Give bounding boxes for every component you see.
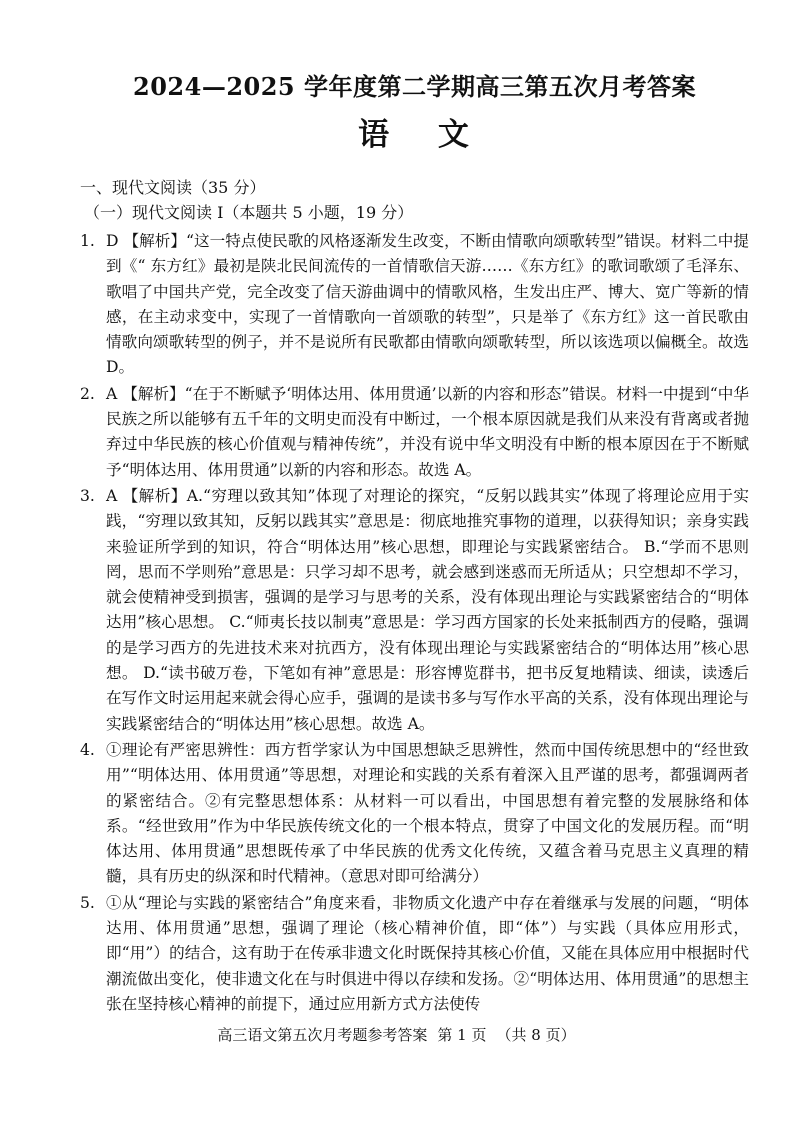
answer-number: 3.	[80, 486, 95, 505]
answer-text: ①从“理论与实践的紧密结合”角度来看，非物质文化遗产中存在着继承与发展的问题，“明体达用、体用贯通”思想，强调了理论（核心精神价值，即“体”）与实践（具体应用形式，即“用”）的结合，这有助于在传承非遗文化时既保持其核心价值，又能在具体应用中根据时代潮流做出变化，使非遗文化在与时俱进中得以存续和发扬。②“明体达用、体用贯通”的思想主张在坚持核心精神的前提下，通过应用新方式方法使传	[106, 893, 749, 1013]
answer-text: A 【解析】A.“穷理以致其知”体现了对理论的探究，“反躬以践其实”体现了将理论应用于实践，“穷理以致其知，反躬以践其实”意思是：彻底地推究事物的道理，以获得知识；亲身实践来验证所学到的知识，符合“明体达用”核心思想，即理论与实践紧密结合。 B.“学而不思则罔，思而不学则殆”意思是：只学习却不思考，就会感到迷惑而无所适从；只空想却不学习，就会使精神受到损害，强调的是学习与思考的关系，没有体现出理论与实践紧密结合的“明体达用”核心思想。 C.“师夷长技以制夷”意思是：学习西方国家的长处来抵制西方的侵略，强调的是学习西方的先进技术来对抗西方，没有体现出理论与实践紧密结合的“明体达用”核心思想。 D.“读书破万卷，下笔如有神”意思是：形容博览群书，把书反复地精读、细读，读透后在写作文时运用起来就会得心应手，强调的是读书多与写作水平高的关系，没有体现出理论与实践紧密结合的“明体达用”核心思想。故选 A。	[106, 486, 749, 733]
document-title: 2024—2025 学年度第二学期高三第五次月考答案	[133, 72, 696, 101]
subsection-heading: （一）现代文阅读 Ⅰ（本题共 5 小题，19 分）	[84, 202, 414, 222]
answer-item-3	[80, 484, 749, 737]
answer-number: 1.	[80, 231, 95, 250]
answer-item-1	[80, 229, 749, 381]
answer-number: 5.	[80, 893, 95, 912]
answer-item-5	[80, 891, 749, 1017]
section-heading: 一、现代文阅读（35 分）	[80, 177, 266, 197]
answer-number: 4.	[80, 740, 95, 759]
answer-text: ①理论有严密思辨性：西方哲学家认为中国思想缺乏思辨性，然而中国传统思想中的“经世致用”“明体达用、体用贯通”等思想，对理论和实践的关系有着深入且严谨的思考，都强调两者的紧密结合。②有完整思想体系：从材料一可以看出，中国思想有着完整的发展脉络和体系。“经世致用”作为中华民族传统文化的一个根本特点，贯穿了中国文化的发展历程。而“明体达用、体用贯通”思想既传承了中华民族的优秀文化传统，又蕴含着马克思主义真理的精髓，具有历史的纵深和时代精神。（意思对即可给满分）	[106, 740, 749, 886]
answer-item-4	[80, 738, 749, 890]
footer-page-number: 第 1 页	[437, 1026, 487, 1044]
page-footer	[0, 1024, 793, 1046]
answer-text: A 【解析】“在于不断赋予‘明体达用、体用贯通’以新的内容和形态”错误。材料一中提到“中华民族之所以能够有五千年的文明史而没有中断过，一个根本原因就是我们从来没有背离或者抛弃过中华民族的核心价值观与精神传统”，并没有说中华文明没有中断的根本原因在于不断赋予“明体达用、体用贯通”以新的内容和形态。故选 A。	[106, 384, 749, 479]
footer-exam-name: 高三语文第五次月考题参考答案	[217, 1026, 428, 1044]
answer-number: 2.	[80, 384, 95, 403]
answer-text: D 【解析】“这一特点使民歌的风格逐渐发生改变，不断由情歌向颂歌转型”错误。材料二中提到《“ 东方红》最初是陕北民间流传的一首情歌信天游……《东方红》的歌词歌颂了毛泽东、歌唱了中国共产党，完全改变了信天游曲调中的情歌风格，生发出庄严、博大、宽广等新的情感，在主动求变中，实现了一首情歌向一首颂歌的转型”，只是举了《东方红》这一首民歌由情歌向颂歌转型的例子，并不是说所有民歌都由情歌向颂歌转型，所以该选项以偏概全。故选 D。	[106, 231, 749, 377]
answer-list	[80, 229, 749, 1017]
answer-item-2	[80, 382, 749, 483]
subject-title: 语 文	[358, 116, 471, 153]
footer-page-total: （共 8 页）	[496, 1026, 576, 1044]
